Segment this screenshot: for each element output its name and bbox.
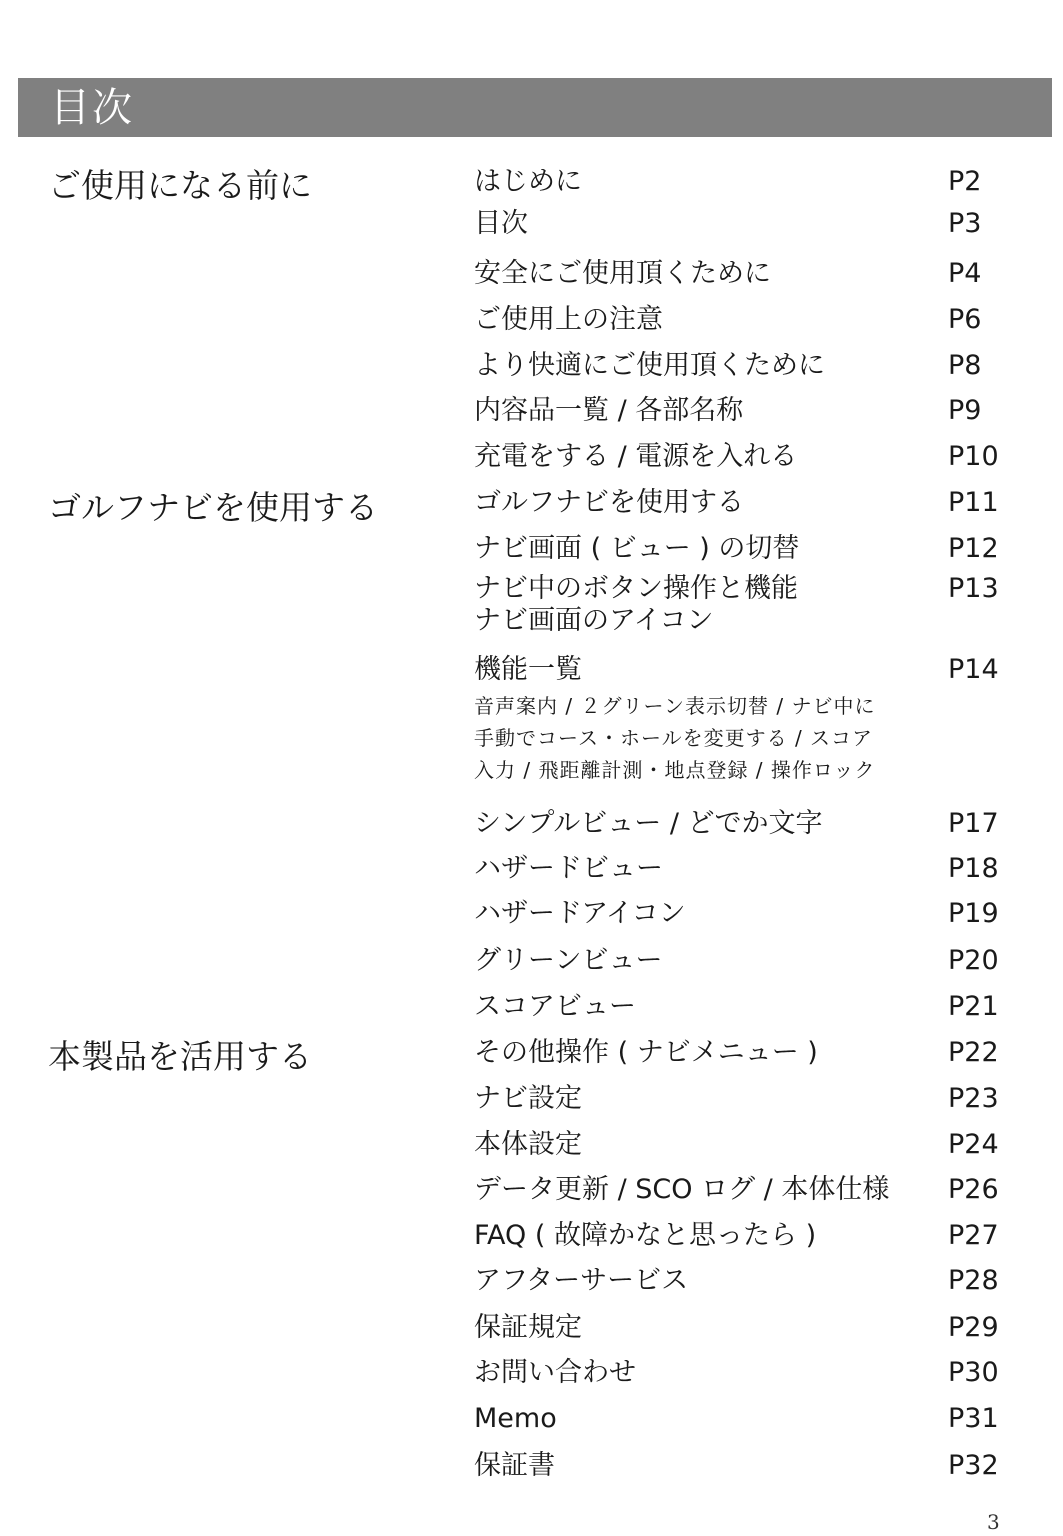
toc-entry-label[interactable]: 目次 (474, 208, 528, 239)
toc-entry-label[interactable]: ご使用上の注意 (474, 304, 663, 335)
toc-entry-page: P17 (948, 808, 999, 839)
page-number: 3 (987, 1510, 1000, 1534)
toc-entry-page: P11 (948, 487, 999, 518)
toc-entry-label[interactable]: ナビ画面 ( ビュー ) の切替 (474, 533, 800, 564)
toc-entry-label[interactable]: グリーンビュー (474, 945, 663, 976)
section-heading-utilize: 本製品を活用する (48, 1037, 312, 1076)
feature-list-detail: 入力 / 飛距離計測・地点登録 / 操作ロック (474, 758, 876, 782)
page-title: 目次 (50, 85, 134, 131)
toc-entry-page: P9 (948, 395, 982, 426)
toc-entry-page: P20 (948, 945, 999, 976)
toc-entry-page: P30 (948, 1357, 999, 1388)
toc-entry-label[interactable]: ゴルフナビを使用する (474, 487, 744, 518)
toc-entry-label[interactable]: ナビ中のボタン操作と機能 (474, 573, 798, 604)
toc-entry-page: P26 (948, 1174, 999, 1205)
toc-entry-label[interactable]: Memo (474, 1403, 557, 1434)
toc-entry-page: P23 (948, 1083, 999, 1114)
toc-entry-label[interactable]: ハザードビュー (474, 853, 663, 884)
toc-entry-label[interactable]: 保証書 (474, 1450, 555, 1481)
toc-entry-page: P6 (948, 304, 982, 335)
toc-entry-label[interactable]: スコアビュー (474, 991, 636, 1022)
section-heading-use-navi: ゴルフナビを使用する (48, 488, 378, 527)
toc-entry-page: P32 (948, 1450, 999, 1481)
toc-entry-label[interactable]: 本体設定 (474, 1129, 582, 1160)
title-bar (18, 78, 1052, 137)
toc-entry-page: P4 (948, 258, 982, 289)
toc-entry-page: P2 (948, 166, 982, 197)
toc-entry-page: P10 (948, 441, 999, 472)
toc-entry-label[interactable]: 保証規定 (474, 1312, 582, 1343)
toc-entry-page: P22 (948, 1037, 999, 1068)
toc-entry-label[interactable]: ナビ設定 (474, 1083, 582, 1114)
toc-entry-page: P8 (948, 350, 982, 381)
toc-entry-label[interactable]: 内容品一覧 / 各部名称 (474, 395, 744, 426)
toc-entry-label[interactable]: 機能一覧 (474, 654, 582, 685)
toc-entry-label[interactable]: お問い合わせ (474, 1357, 636, 1388)
toc-entry-page: P21 (948, 991, 999, 1022)
feature-list-detail: 音声案内 / ２グリーン表示切替 / ナビ中に (474, 694, 876, 718)
toc-entry-page: P19 (948, 898, 999, 929)
toc-entry-page: P24 (948, 1129, 999, 1160)
toc-entry-page: P14 (948, 654, 999, 685)
toc-entry-label[interactable]: データ更新 / SCO ログ / 本体仕様 (474, 1174, 890, 1205)
toc-entry-label[interactable]: アフターサービス (474, 1265, 689, 1296)
toc-entry-label[interactable]: FAQ ( 故障かなと思ったら ) (474, 1220, 817, 1251)
toc-entry-page: P3 (948, 208, 982, 239)
toc-entry-page: P28 (948, 1265, 999, 1296)
toc-entry-page: P27 (948, 1220, 999, 1251)
toc-entry-label[interactable]: はじめに (474, 166, 582, 197)
toc-entry-page: P12 (948, 533, 999, 564)
toc-entry-label[interactable]: シンプルビュー / どでか文字 (474, 808, 823, 839)
toc-entry-page: P31 (948, 1403, 999, 1434)
toc-entry-label[interactable]: より快適にご使用頂くために (474, 350, 825, 381)
toc-entry-label-line2[interactable]: ナビ画面のアイコン (474, 605, 714, 636)
toc-entry-label[interactable]: 安全にご使用頂くために (474, 258, 771, 289)
toc-entry-label[interactable]: 充電をする / 電源を入れる (474, 441, 798, 472)
toc-entry-page: P18 (948, 853, 999, 884)
toc-entry-label[interactable]: その他操作 ( ナビメニュー ) (474, 1037, 818, 1068)
toc-entry-page: P29 (948, 1312, 999, 1343)
feature-list-detail: 手動でコース・ホールを変更する / スコア (474, 726, 874, 750)
section-heading-before-use: ご使用になる前に (48, 166, 312, 205)
toc-entry-page: P13 (948, 573, 999, 604)
toc-entry-label[interactable]: ハザードアイコン (474, 898, 686, 929)
